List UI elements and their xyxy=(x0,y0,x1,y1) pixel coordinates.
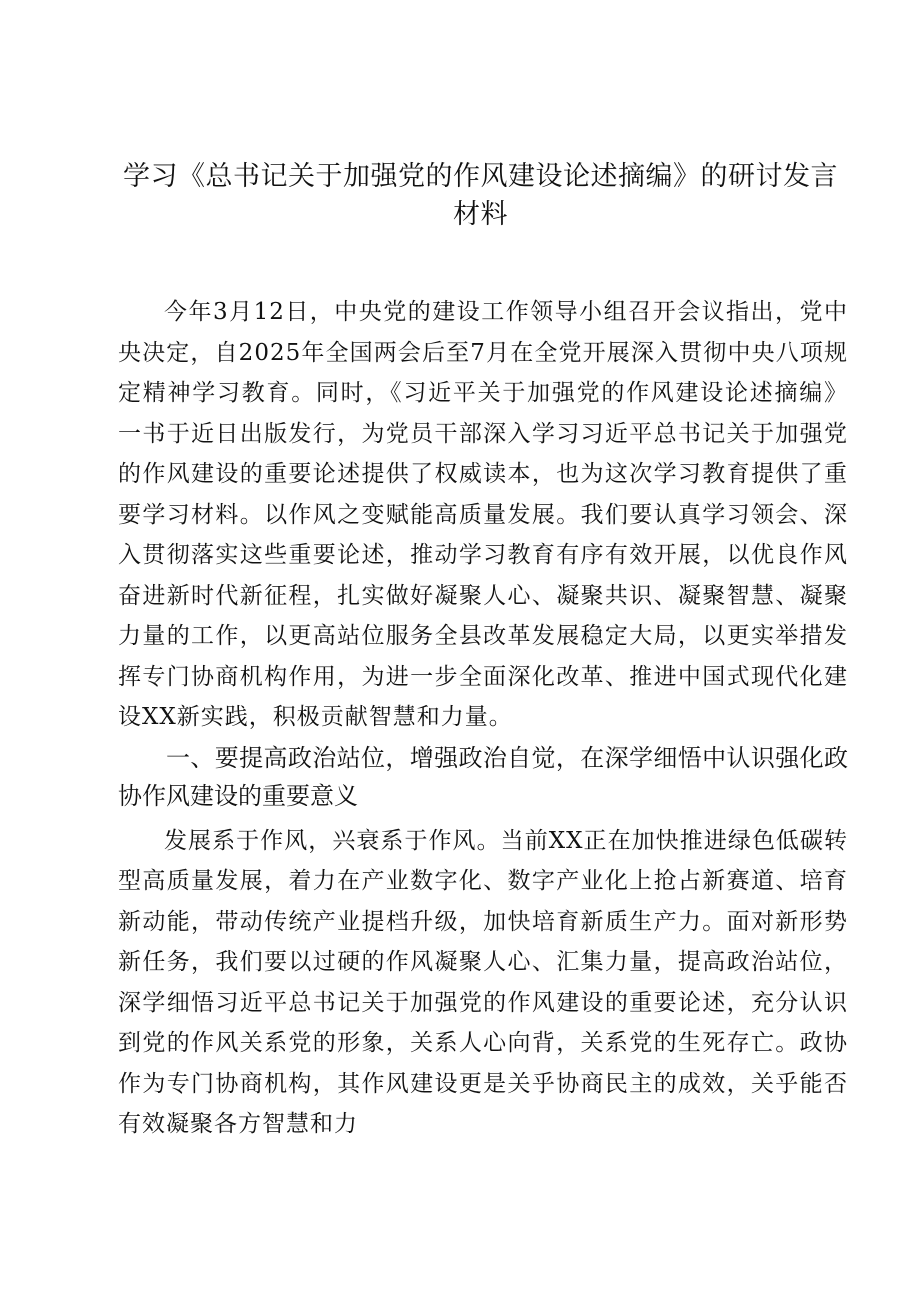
section-heading: 一、要提高政治站位，增强政治自觉，在深学细悟中认识强化政协作风建设的重要意义 xyxy=(118,743,848,810)
intro-paragraph: 今年3月12日，中央党的建设工作领导小组召开会议指出，党中央决定，自2025年全国两会后至7月在全党开展深入贯彻中央八项规定精神学习教育。同时，《习近平关于加强党的作风建设论述摘编》一书于近日出版发行，为党员干部深入学习习近平总书记关于加强党的作风建设的重要论述提供了权威读本，也为这次学习教育提供了重要学习材料。以作风之变赋能高质量发展。我们要认真学习领会、深入贯彻落实这些重要论述，推动学习教育有序有效开展，以优良作风奋进新时代新征程，扎实做好凝聚人心、凝聚共识、凝聚智慧、凝聚力量的工作，以更高站位服务全县改革发展稳定大局，以更实举措发挥专门协商机构作用，为进一步全面深化改革、推进中国式现代化建设XX新实践，积极贡献智慧和力量。 xyxy=(118,299,848,730)
document-body xyxy=(118,292,848,1145)
document-title: 学习《总书记关于加强党的作风建设论述摘编》的研讨发言材料 xyxy=(123,161,838,230)
section-paragraph: 发展系于作风，兴衰系于作风。当前XX正在加快推进绿色低碳转型高质量发展，着力在产业数字化、数字产业化上抢占新赛道、培育新动能，带动传统产业提档升级，加快培育新质生产力。面对新形势新任务，我们要以过硬的作风凝聚人心、汇集力量，提高政治站位，深学细悟习近平总书记关于加强党的作风建设的重要论述，充分认识到党的作风关系党的形象，关系人心向背，关系党的生死存亡。政协作为专门协商机构，其作风建设更是关乎协商民主的成效，关乎能否有效凝聚各方智慧和力 xyxy=(118,827,848,1137)
